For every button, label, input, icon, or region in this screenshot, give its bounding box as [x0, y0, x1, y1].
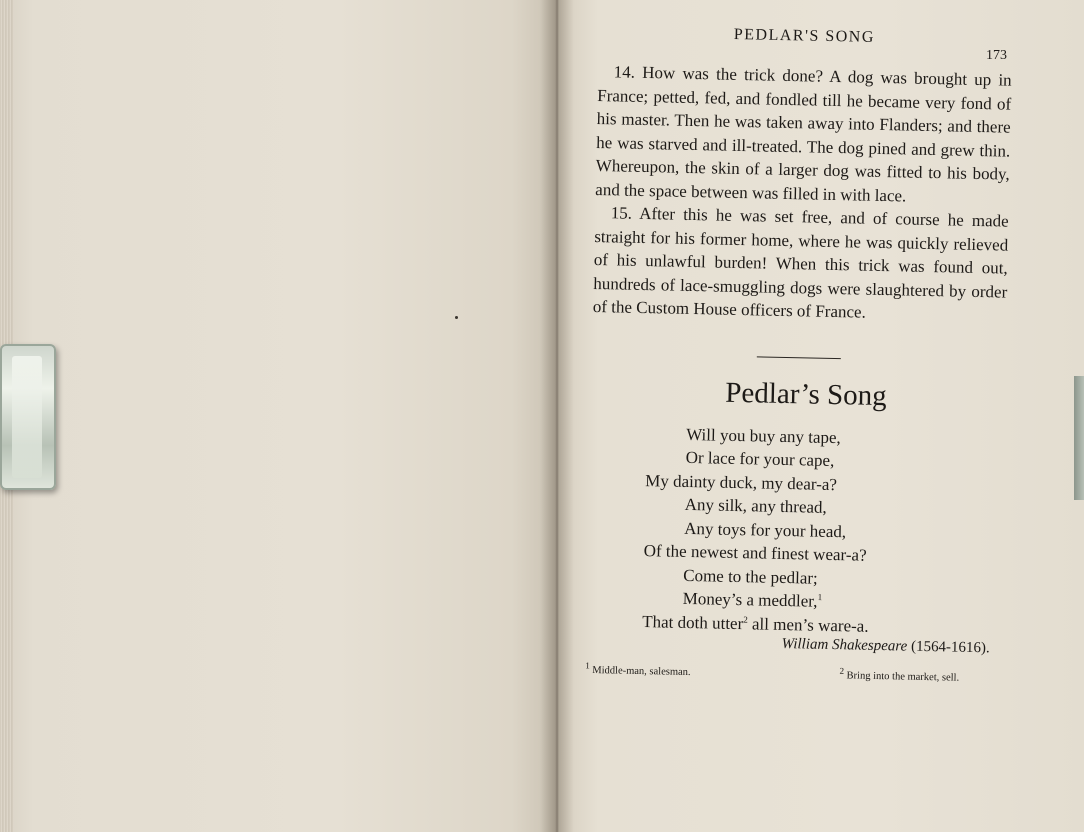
poem-line-text: Will you buy any tape, [685, 424, 842, 447]
footnote-mark: 1 [817, 592, 823, 603]
right-edge-tab [1074, 376, 1084, 500]
footnote-text: Middle-man, salesman. [589, 664, 691, 679]
book-gutter [540, 0, 574, 832]
poem-dates: (1564-1616). [910, 638, 990, 657]
page-clip [0, 344, 56, 490]
running-head: PEDLAR'S SONG [733, 26, 876, 46]
poem-line-text: My dainty duck, my dear-a? [645, 470, 838, 494]
poem-line-text: That doth utter [642, 611, 744, 633]
footnote-mark: 2 [839, 665, 845, 676]
poem-author: William Shakespeare [781, 635, 908, 655]
poem-line-text: Any silk, any thread, [684, 494, 827, 517]
footnote [585, 660, 691, 679]
section-divider [757, 356, 841, 359]
footnote-mark: 1 [585, 660, 590, 671]
paper-spot [455, 316, 458, 319]
poem-stanza [642, 422, 1004, 641]
poem-line-text: Or lace for your cape, [685, 447, 835, 471]
page-number: 173 [986, 48, 1007, 63]
page-text [585, 60, 1012, 685]
poem-line-text: Money’s a meddler, [682, 588, 818, 611]
footnote-mark: 2 [743, 614, 748, 625]
poem-line-text: Of the newest and finest wear-a? [643, 541, 867, 565]
poem-line-text: Come to the pedlar; [683, 565, 818, 588]
paragraph-14: 14. How was the trick done? A dog was brought up in France; petted, fed, and fondled till he became very fond of his master. Then he was taken away into Flanders; and there he was starved and ill-treated. The dog pined and grew thin. Whereupon, the skin of a larger dog was fitted to his body, and the space between was filled in with lace. [595, 62, 1012, 205]
poem-title: Pedlar’s Song [725, 376, 888, 412]
poem-line-text: Any toys for your head, [684, 518, 847, 541]
poem-line-text: all men’s ware-a. [747, 613, 869, 636]
paragraph-15: 15. After this he was set free, and of course he made straight for his former home, where he was quickly relieved of his unlawful burden! When this trick was found out, hundreds of lace-smuggling dogs were slaughtered by order of the Custom House officers of France. [592, 203, 1009, 322]
footnote-text: Bring into the market, sell. [843, 670, 960, 684]
